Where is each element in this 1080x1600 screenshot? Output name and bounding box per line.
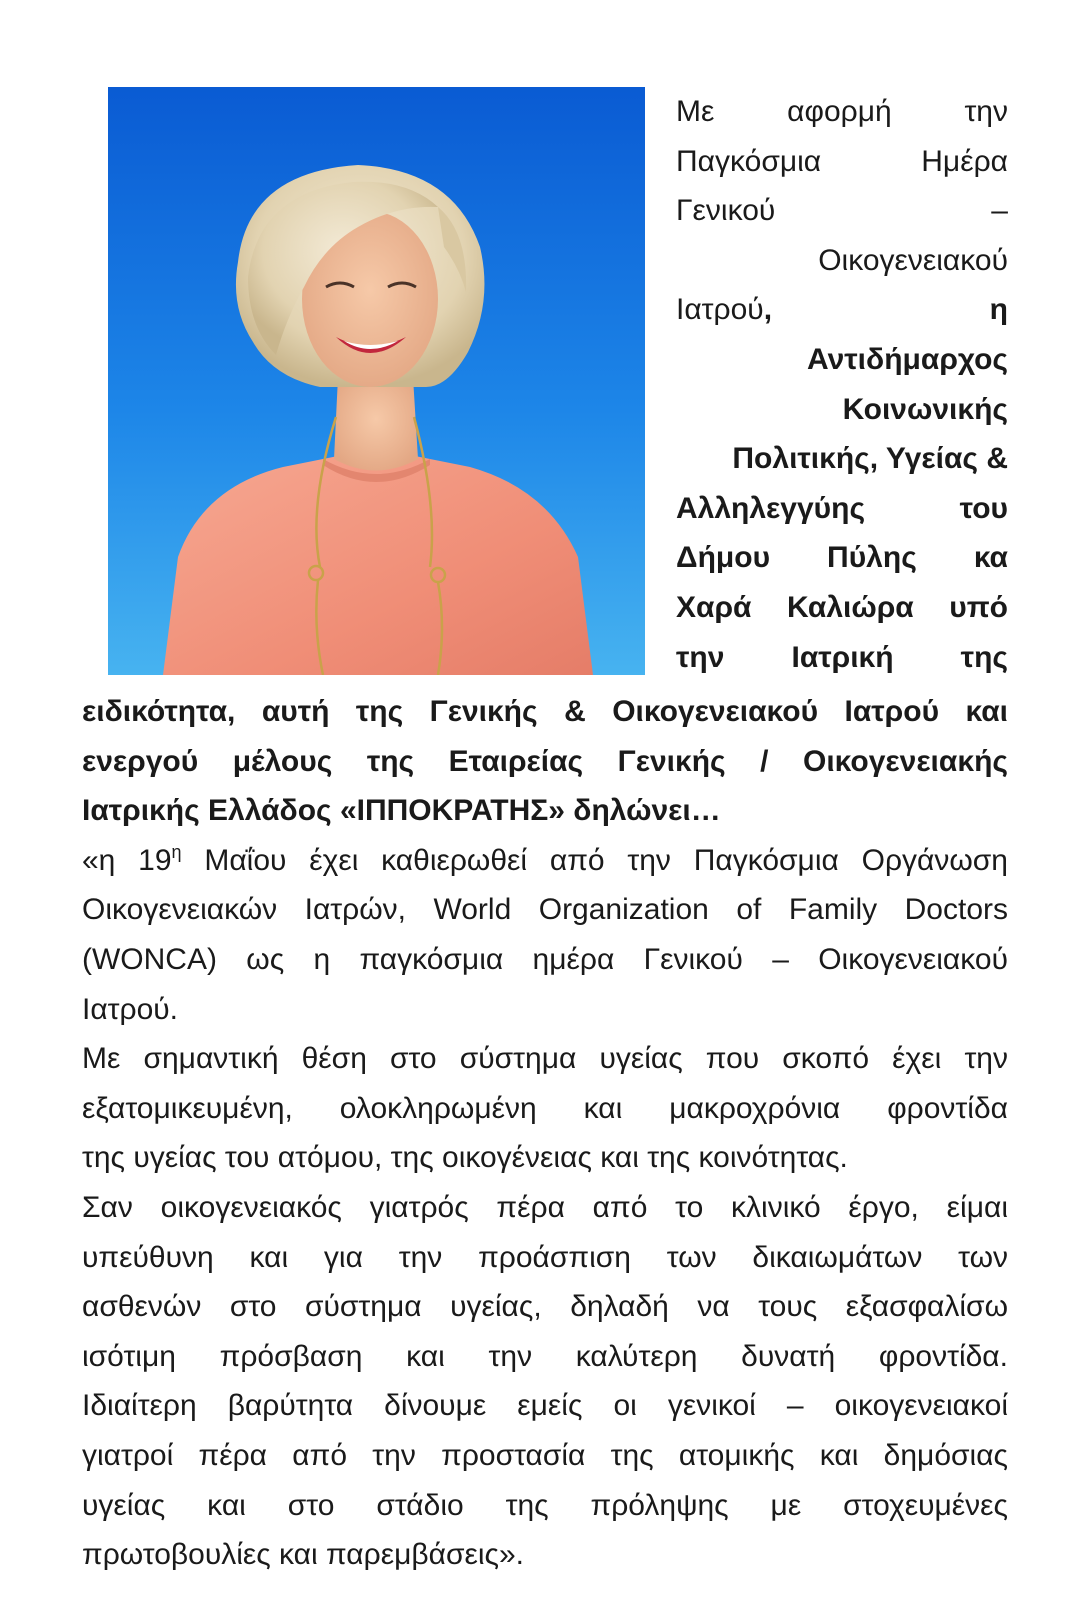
quote-line: Ιδιαίτερη βαρύτητα δίνουμε εμείς οι γενικοί – οικογενειακοί bbox=[82, 1389, 1008, 1423]
article-body bbox=[82, 687, 1008, 1580]
side-line: Χαρά Καλιώρα υπό bbox=[676, 590, 1008, 624]
quote-line: Με σημαντική θέση στο σύστημα υγείας που σκοπό έχει την bbox=[82, 1042, 1008, 1076]
portrait-photo bbox=[108, 87, 645, 675]
side-line: Οικογενειακού bbox=[818, 243, 1008, 277]
quote-paragraph-3 bbox=[82, 1183, 1008, 1580]
quote-line: υγείας και στο στάδιο της πρόληψης με στοχευμένες bbox=[82, 1488, 1008, 1522]
side-line: Πολιτικής, Υγείας & bbox=[732, 442, 1008, 476]
side-line: Αντιδήμαρχος bbox=[807, 342, 1008, 376]
superscript: η bbox=[171, 841, 182, 862]
quote-line: ασθενών στο σύστημα υγείας, δηλαδή να τους εξασφαλίσω bbox=[82, 1290, 1008, 1324]
quote-line: Οικογενειακών Ιατρών, World Organization of Family Doctors bbox=[82, 893, 1008, 927]
side-line: Παγκόσμια Ημέρα bbox=[676, 144, 1008, 178]
side-line: Δήμου Πύλης κα bbox=[676, 541, 1008, 575]
intro-line: ειδικότητα, αυτή της Γενικής & Οικογενειακού Ιατρού και bbox=[82, 695, 1008, 728]
side-line: Με αφορμή την bbox=[676, 95, 1008, 128]
quote-line: ισότιμη πρόσβαση και την καλύτερη δυνατή φροντίδα. bbox=[82, 1339, 1008, 1373]
side-line bbox=[676, 285, 1008, 335]
side-line: Γενικού – bbox=[676, 194, 1008, 228]
side-line: Αλληλεγγύης του bbox=[676, 491, 1008, 525]
quote-line: (WONCA) ως η παγκόσμια ημέρα Γενικού – Οικογενειακού bbox=[82, 942, 1008, 976]
side-line-part-bold: , η bbox=[763, 293, 1008, 327]
quote-line: εξατομικευμένη, ολοκληρωμένη και μακροχρόνια φροντίδα bbox=[82, 1091, 1008, 1125]
quote-line: υπεύθυνη και για την προάσπιση των δικαιωμάτων των bbox=[82, 1240, 1008, 1274]
intro-line: ενεργού μέλους της Εταιρείας Γενικής / Οικογενειακής bbox=[82, 744, 1008, 778]
quote-line bbox=[82, 836, 1008, 886]
quote-line: Ιατρού. bbox=[82, 992, 179, 1026]
intro-paragraph bbox=[82, 687, 1008, 836]
quote-line-part: Μαΐου έχει καθιερωθεί από την Παγκόσμια Οργάνωση bbox=[181, 843, 1008, 877]
quote-line-part: «η 19 bbox=[82, 843, 172, 877]
portrait-illustration bbox=[108, 87, 645, 675]
side-line: την Ιατρική της bbox=[676, 640, 1008, 674]
quote-paragraph-1 bbox=[82, 836, 1008, 1034]
intro-line: Ιατρικής Ελλάδος «ΙΠΠΟΚΡΑΤΗΣ» δηλώνει… bbox=[82, 794, 721, 828]
side-line-part: Ιατρού bbox=[676, 293, 764, 327]
quote-line: πρωτοβουλίες και παρεμβάσεις». bbox=[82, 1538, 525, 1572]
intro-side-column bbox=[676, 87, 1008, 682]
quote-line: γιατροί πέρα από την προστασία της ατομικής και δημόσιας bbox=[82, 1438, 1008, 1472]
side-line: Κοινωνικής bbox=[842, 392, 1008, 426]
quote-paragraph-2 bbox=[82, 1034, 1008, 1183]
quote-line: της υγείας του ατόμου, της οικογένειας και της κοινότητας. bbox=[82, 1141, 848, 1175]
quote-line: Σαν οικογενειακός γιατρός πέρα από το κλινικό έργο, είμαι bbox=[82, 1190, 1008, 1224]
